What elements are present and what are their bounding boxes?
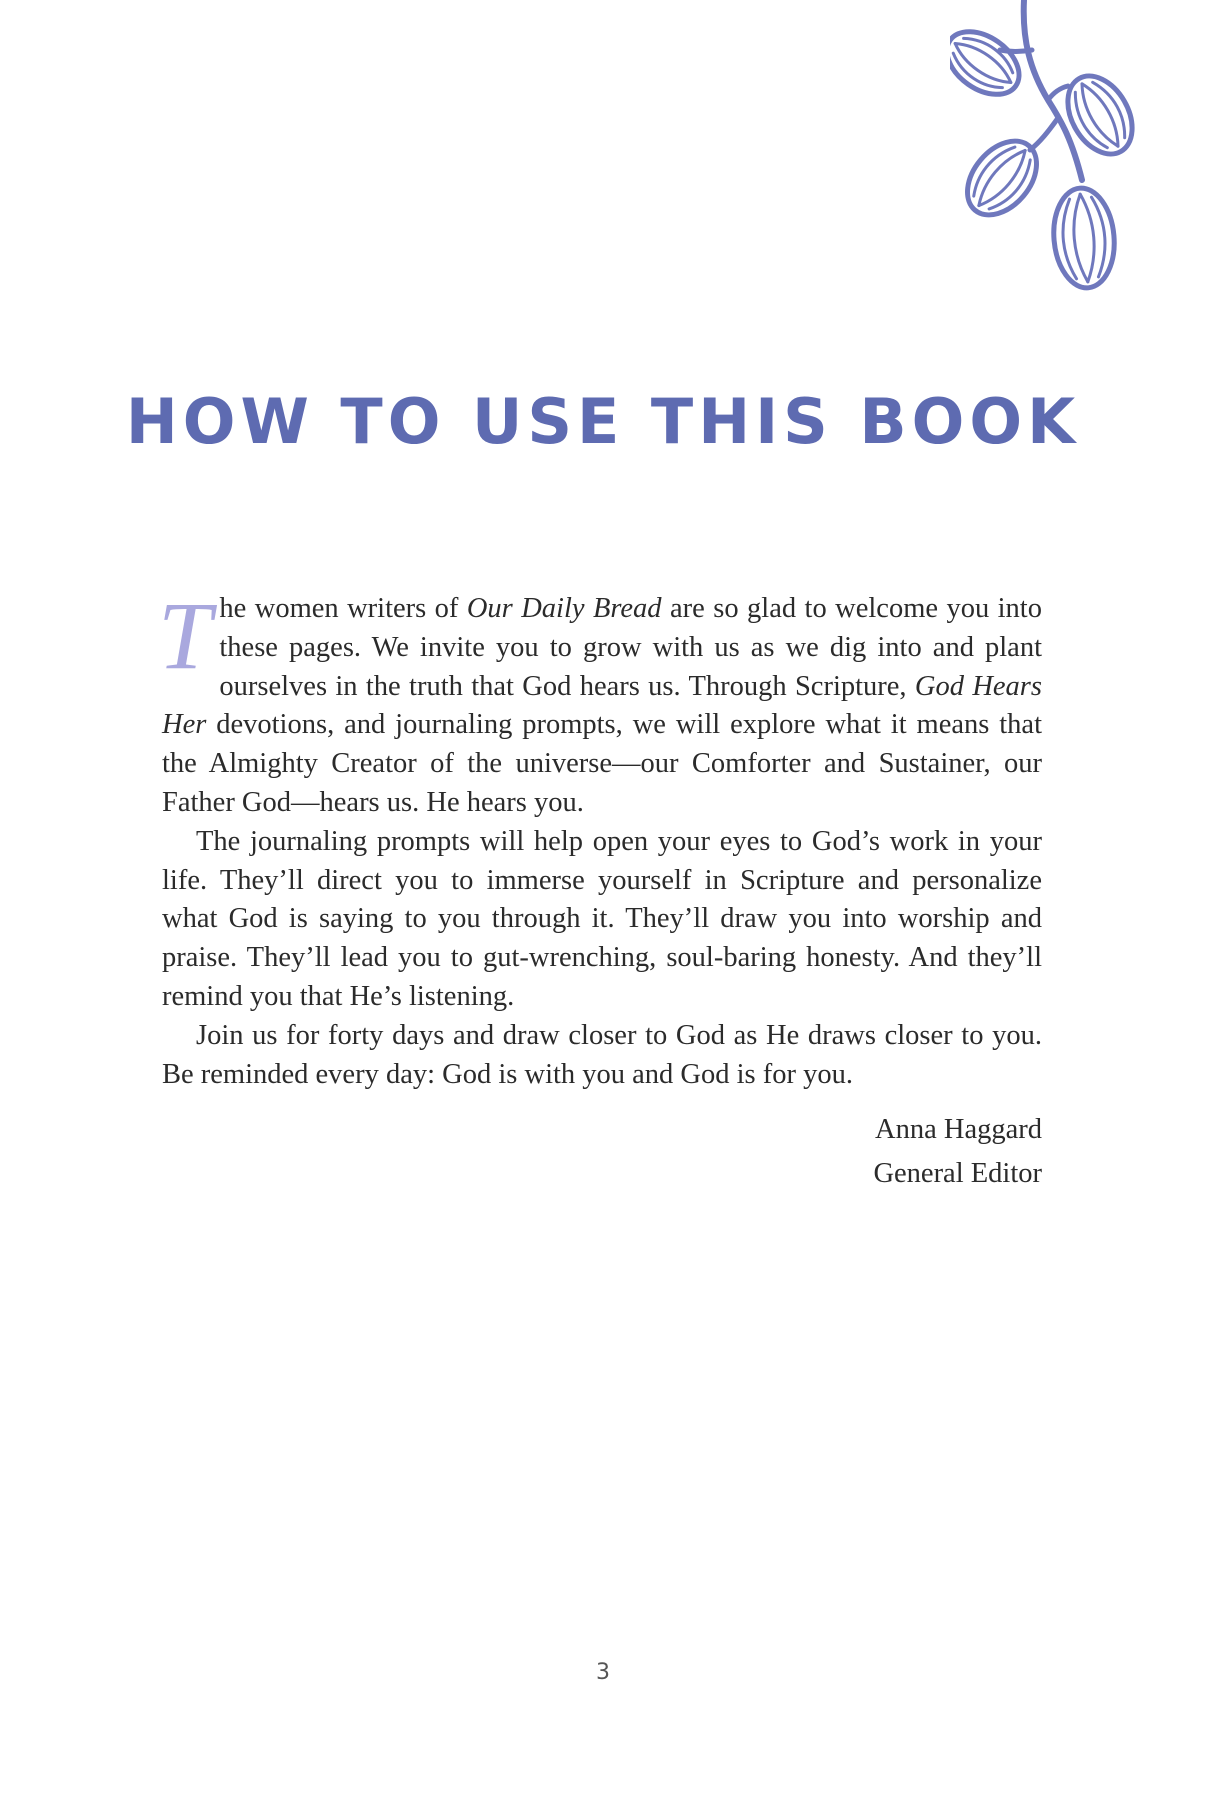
intro-paragraph-1 [158, 582, 1042, 823]
drop-cap: T [158, 582, 212, 689]
author-role: General Editor [873, 1158, 1042, 1189]
intro-paragraph-2: The journaling prompts will help open your eyes to God’s work in your life. They’ll direct you to immerse yourself in Scripture and personalize what God is saying to you through it. They’ll draw you into worship and praise. They’ll lead you to gut-wrenching, soul-baring honesty. And they’ll remind you that He’s listening. [162, 825, 1042, 1012]
signature-block [873, 1108, 1042, 1196]
page-number: 3 [596, 1660, 610, 1685]
publication-title: Our Daily Bread [466, 593, 662, 624]
intro-text: are so glad to welcome you into these pages. We invite you to grow with us as we dig into and plant ourselves in the truth that God hears us. Through Scripture, [219, 593, 1042, 702]
page-title: HOW TO USE THIS BOOK [125, 385, 1081, 458]
intro-body [158, 582, 1042, 1094]
author-name: Anna Haggard [875, 1114, 1042, 1145]
intro-text: he women writers of [219, 593, 467, 624]
book-title: God Hears Her [162, 670, 1042, 741]
leafy-branch-icon [950, 0, 1170, 310]
intro-paragraph-3: Join us for forty days and draw closer to God as He draws closer to you. Be reminded every day: God is with you and God is for you. [162, 1019, 1042, 1090]
intro-text: devotions, and journaling prompts, we will explore what it means that the Almighty Creator of the universe—our Comforter and Sustainer, our Father God—hears us. He hears you. [162, 709, 1042, 818]
